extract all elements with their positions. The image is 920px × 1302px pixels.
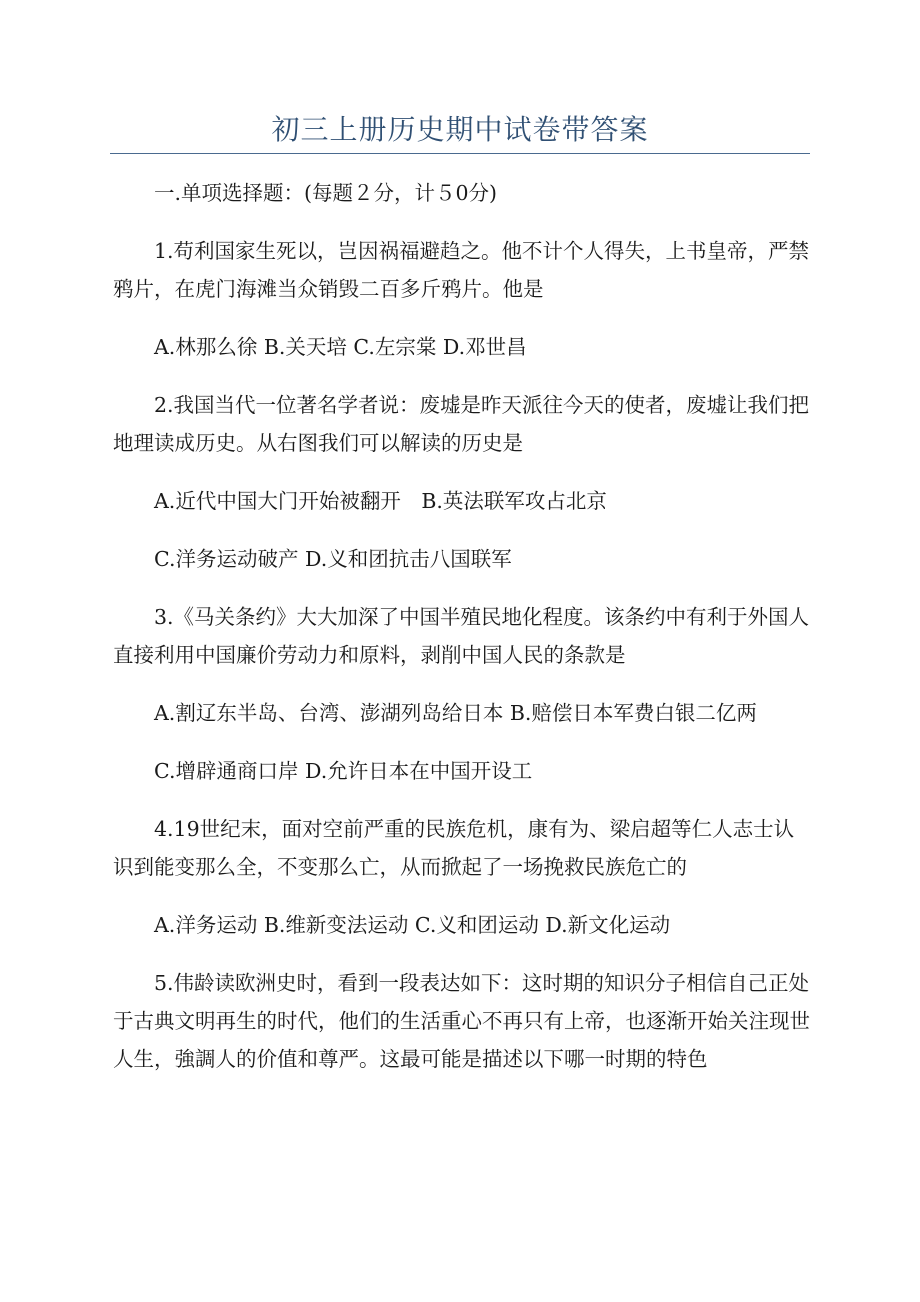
question-5: 5.伟龄读欧洲史时，看到一段表达如下：这时期的知识分子相信自己正处于古典文明再生的时代，他们的生活重心不再只有上帝，也逐渐开始关注现世人生，強調人的价值和尊严。这最可能是描述以下哪一时期的特色 <box>113 971 810 1071</box>
question-4-options: A.洋务运动 B.维新变法运动 C.义和团运动 D.新文化运动 <box>154 913 671 937</box>
question-3-options-cd: C.增辟通商口岸 D.允许日本在中国开设工 <box>154 759 533 783</box>
document-body <box>113 174 810 1098</box>
question-2-options-cd: C.洋务运动破产 D.义和团抗击八国联军 <box>154 547 512 571</box>
question-4: 4.19世纪末，面对空前严重的民族危机，康有为、梁启超等仁人志士认识到能变那么全，不变那么亡，从而掀起了一场挽救民族危亡的 <box>113 817 795 879</box>
section-heading: 一.单项选择题：(每题２分，计５0分) <box>154 181 498 205</box>
document-title: 初三上册历史期中试卷带答案 <box>271 113 649 146</box>
question-3-options-ab: A.割辽东半岛、台湾、澎湖列岛给日本 B.赔偿日本军费白银二亿两 <box>154 701 757 725</box>
question-2-options-ab: A.近代中国大门开始被翻开 B.英法联军攻占北京 <box>154 489 607 513</box>
question-1: 1.苟利国家生死以，岂因祸福避趋之。他不计个人得失，上书皇帝，严禁鸦片，在虎门海滩当众销毁二百多斤鸦片。他是 <box>113 239 810 301</box>
question-2: 2.我国当代一位著名学者说：废墟是昨天派往今天的使者，废墟让我们把地理读成历史。从右图我们可以解读的历史是 <box>113 393 810 455</box>
title-divider <box>110 153 810 154</box>
question-3: 3.《马关条约》大大加深了中国半殖民地化程度。该条约中有利于外国人直接利用中国廉价劳动力和原料，剥削中国人民的条款是 <box>113 605 810 667</box>
question-1-options: A.林那么徐 B.关天培 C.左宗棠 D.邓世昌 <box>154 335 527 359</box>
